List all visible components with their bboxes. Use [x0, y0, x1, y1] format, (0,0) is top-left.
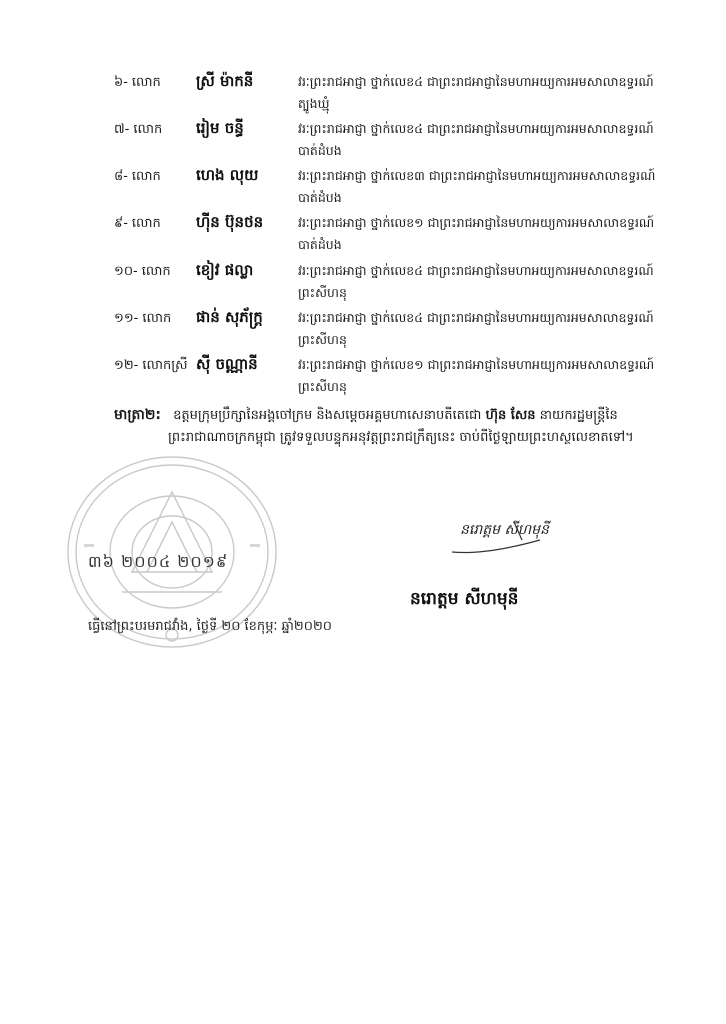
member-name: ហេង លុយ: [196, 166, 259, 184]
member-title: លោកស្រី: [142, 358, 188, 373]
member-number: ៨-: [114, 169, 128, 184]
signatory-name: នរោត្តម សីហមុនី: [410, 589, 519, 609]
member-entry-8: [0, 168, 726, 212]
footer-place-date: ធ្វើនៅព្រះបរមរាជវាំង, ថ្ងៃទី ២០ ខែកុម្ភៈ ឆ្នាំ២០២០: [88, 619, 333, 634]
member-number-title: [114, 310, 171, 329]
signature-handwritten: នរោត្តម សីហមុនី: [460, 522, 549, 538]
member-entry-11: [0, 310, 726, 354]
member-entry-10: [0, 263, 726, 307]
member-role: វរៈព្រះរាជអាជ្ញា ថ្នាក់លេខ៤ ជាព្រះរាជអាជ្ញានៃមហាអយ្យការអមសាលាឧទ្ធរណ៍: [298, 310, 654, 325]
member-role: វរៈព្រះរាជអាជ្ញា ថ្នាក់លេខ១ ជាព្រះរាជអាជ្ញានៃមហាអយ្យការអមសាលាឧទ្ធរណ៍: [298, 357, 655, 372]
member-number: ១១-: [114, 311, 139, 326]
article-text-pre: ឧត្តមក្រុមប្រឹក្សានៃអង្គចៅក្រម និងសម្ដេចអគ្គមហាសេនាបតីតេជោ: [173, 408, 482, 423]
member-name: ហ៊ីន ប៊ុនថន: [196, 213, 264, 231]
member-title: លោក: [142, 311, 172, 326]
article-text-post: នាយករដ្ឋមន្ត្រីនៃ: [539, 408, 618, 423]
article-pm-name: ហ៊ុន សែន: [485, 408, 536, 423]
member-title: លោក: [133, 122, 163, 137]
member-name: ខៀវ ផល្លា: [196, 261, 254, 279]
seal-handwritten-date: ៣៦ ២០០៤ ២០១៩: [88, 552, 229, 571]
member-entry-7: [0, 121, 726, 165]
member-title: លោក: [131, 75, 161, 90]
member-location: ព្រះសីហនុ: [298, 379, 347, 394]
member-location: ព្រះសីហនុ: [298, 332, 347, 347]
member-title: លោក: [131, 169, 161, 184]
member-name: ស្រី ម៉ាកនី: [196, 72, 254, 90]
member-name: រៀម ចន្ធី: [196, 119, 244, 137]
member-number-title: [114, 357, 188, 376]
member-entry-6: [0, 74, 726, 118]
member-location: បាត់ដំបង: [298, 237, 342, 252]
article-label: មាត្រា២:: [114, 407, 162, 423]
member-entry-12: [0, 357, 726, 401]
member-number: ៦-: [114, 75, 128, 90]
member-number: ១២-: [114, 358, 139, 373]
member-role: វរៈព្រះរាជអាជ្ញា ថ្នាក់លេខ១ ជាព្រះរាជអាជ្ញានៃមហាអយ្យការអមសាលាឧទ្ធរណ៍: [298, 215, 655, 230]
member-entry-9: [0, 215, 726, 259]
member-location: បាត់ដំបង: [298, 190, 342, 205]
member-number-title: [114, 215, 161, 234]
member-location: បាត់ដំបង: [298, 143, 342, 158]
member-number: ៩-: [114, 216, 128, 231]
member-number-title: [114, 168, 161, 187]
member-location: ព្រះសីហនុ: [298, 285, 347, 300]
member-number: ១០-: [114, 264, 138, 279]
member-location: ត្បូងឃ្មុំ: [298, 96, 330, 111]
member-name: ផាន់ សុភ័ក្រ្ត: [196, 308, 263, 326]
member-title: លោក: [141, 264, 171, 279]
member-number: ៧-: [114, 122, 130, 137]
article-text-1: [173, 408, 618, 423]
member-number-title: [114, 74, 161, 93]
member-number-title: [114, 121, 162, 140]
member-role: វរៈព្រះរាជអាជ្ញា ថ្នាក់លេខ៤ ជាព្រះរាជអាជ្ញានៃមហាអយ្យការអមសាលាឧទ្ធរណ៍: [298, 121, 654, 136]
article-line-2: ព្រះរាជាណាចក្រកម្ពុជា ត្រូវទទួលបន្ទុកអនុវត្តព្រះរាជក្រឹត្យនេះ ចាប់ពីថ្ងៃឡាយព្រះហស្ថលេខាតទៅ។: [168, 430, 634, 445]
article-line-1: [114, 405, 618, 426]
member-number-title: [114, 263, 171, 282]
member-name: ស៊ី ចណ្ណានី: [196, 355, 258, 373]
member-role: វរៈព្រះរាជអាជ្ញា ថ្នាក់លេខ៤ ជាព្រះរាជអាជ្ញានៃមហាអយ្យការអមសាលាឧទ្ធរណ៍: [298, 74, 654, 89]
member-title: លោក: [131, 216, 161, 231]
member-role: វរៈព្រះរាជអាជ្ញា ថ្នាក់លេខ៤ ជាព្រះរាជអាជ្ញានៃមហាអយ្យការអមសាលាឧទ្ធរណ៍: [298, 263, 654, 278]
member-role: វរៈព្រះរាជអាជ្ញា ថ្នាក់លេខ៣ ជាព្រះរាជអាជ្ញានៃមហាអយ្យការអមសាលាឧទ្ធរណ៍: [298, 168, 656, 183]
